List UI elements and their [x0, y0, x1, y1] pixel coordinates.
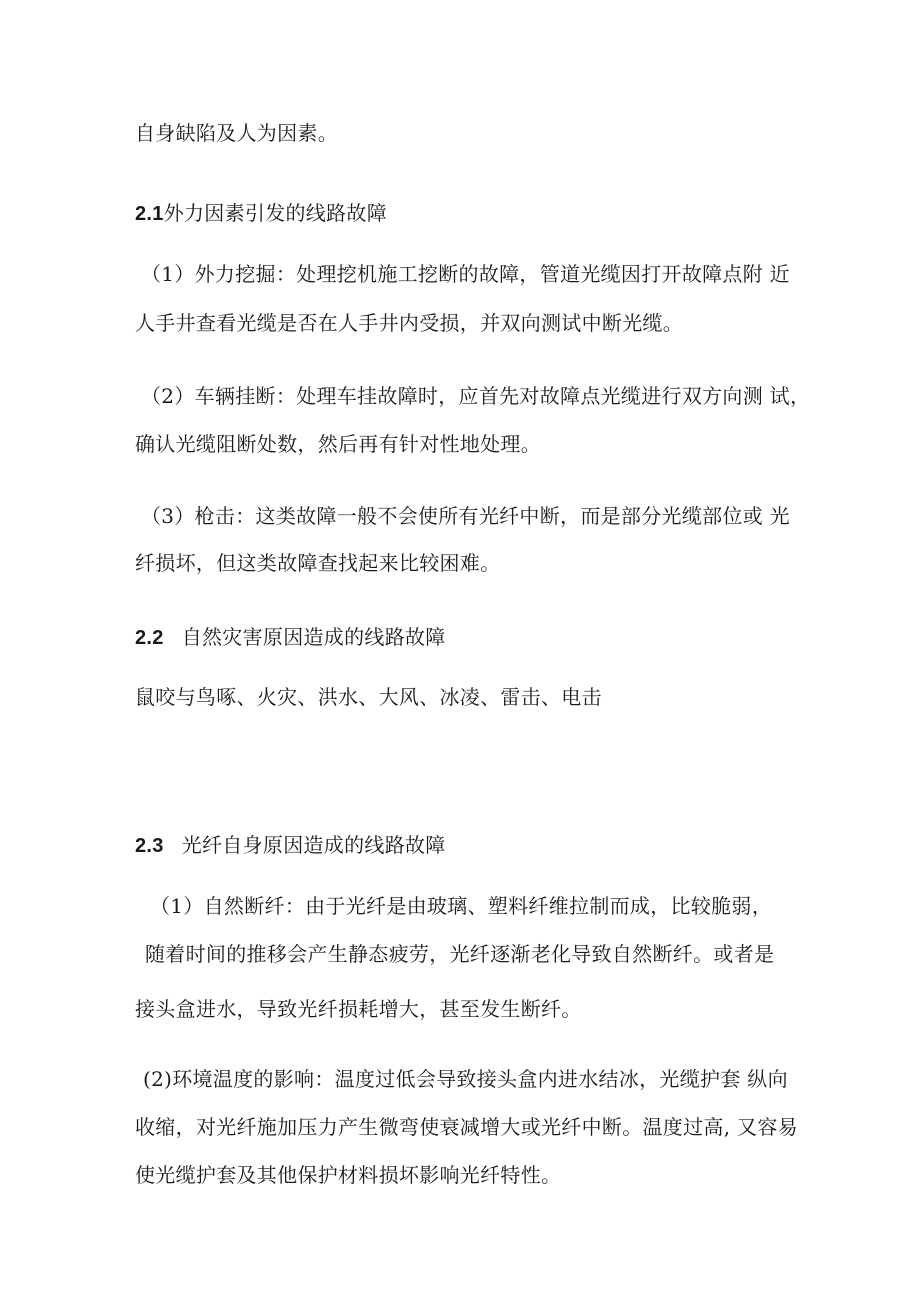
- paragraph-line: 随着时间的推移会产生静态疲劳，光纤逐渐老化导致自然断纤。或者是: [145, 942, 775, 966]
- section-heading-2-3: [135, 831, 446, 860]
- section-title: 外力因素引发的线路故障: [163, 201, 388, 225]
- paragraph-line: （1）自然断纤：由于光纤是由玻璃、塑料纤维拉制而成，比较脆弱，: [150, 894, 773, 918]
- paragraph-line: （2）车辆挂断：处理车挂故障时，应首先对故障点光缆进行双方向测 试，: [141, 384, 811, 408]
- section-heading-2-1: [135, 199, 387, 228]
- section-title: 光纤自身原因造成的线路故障: [181, 833, 446, 857]
- paragraph-line: 鼠咬与鸟啄、火灾、洪水、大风、冰凌、雷击、电击: [135, 685, 602, 709]
- section-number: 2.2: [135, 627, 164, 649]
- section-number: 2.1: [135, 203, 164, 225]
- paragraph-line: (2)环境温度的影响：温度过低会导致接头盒内进水结冰，光缆护套 纵向: [143, 1067, 788, 1091]
- section-heading-2-2: [135, 623, 446, 652]
- paragraph-line: 纤损坏，但这类故障查找起来比较困难。: [135, 551, 501, 575]
- paragraph-line: 人手井查看光缆是否在人手井内受损，并双向测试中断光缆。: [135, 311, 684, 335]
- paragraph-line: 收缩，对光纤施加压力产生微弯使衰减增大或光纤中断。温度过高, 又容易: [135, 1115, 798, 1139]
- paragraph-line: 接头盒进水，导致光纤损耗增大，甚至发生断纤。: [135, 997, 582, 1021]
- section-title: 自然灾害原因造成的线路故障: [181, 625, 446, 649]
- paragraph-line: 确认光缆阻断处数，然后再有针对性地处理。: [135, 432, 541, 456]
- paragraph-line: （3）枪击：这类故障一般不会使所有光纤中断，而是部分光缆部位或 光: [141, 504, 790, 528]
- section-number: 2.3: [135, 835, 164, 857]
- paragraph-line: 使光缆护套及其他保护材料损坏影响光纤特性。: [135, 1163, 562, 1187]
- paragraph-line: （1）外力挖掘：处理挖机施工挖断的故障，管道光缆因打开故障点附 近: [141, 262, 790, 286]
- paragraph-line: 自身缺陷及人为因素。: [135, 121, 338, 145]
